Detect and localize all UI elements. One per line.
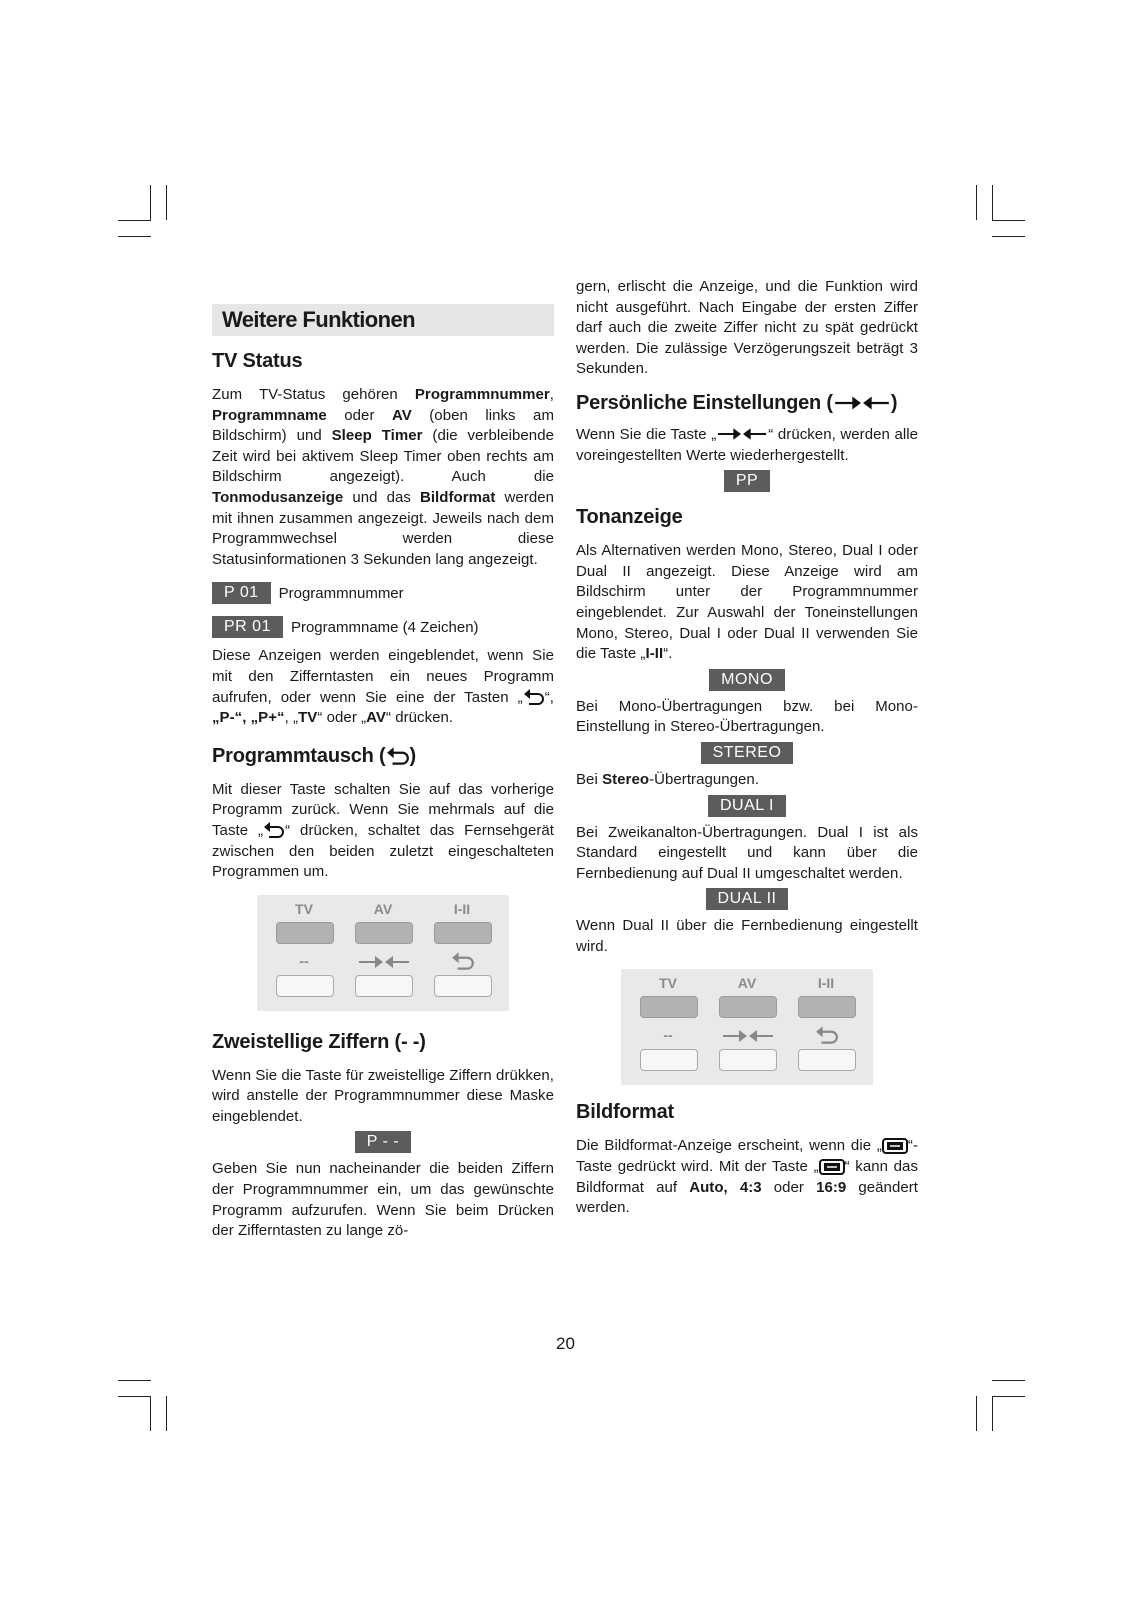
- osd-stereo: STEREO: [701, 742, 794, 764]
- crop-mark: [118, 236, 151, 237]
- programmtausch-paragraph: Mit dieser Taste schalten Sie auf das vorherige Programm zurück. Wenn Sie mehrmals auf die Taste „ “ drücken, schaltet das Fernsehgerät zwischen den beiden zuletzt eingeschalteten Programmen um.: [212, 780, 554, 881]
- osd-double-digit: P - -: [355, 1131, 411, 1153]
- remote-label-tv: TV: [295, 900, 313, 917]
- remote-button-double-digit: [640, 1049, 698, 1071]
- zweistellig-heading: Zweistellige Ziffern (- -): [212, 1030, 426, 1053]
- return-arrow-icon: [523, 688, 545, 706]
- zweistellig-paragraph-2: Geben Sie nun nacheinander die beiden Ziffern der Programmnummer ein, um das gewünschte Programm aufzurufen. Wenn Sie beim Drücken der Zifferntasten zu lange zö-: [212, 1160, 554, 1240]
- osd-badge: PR 01: [212, 616, 283, 638]
- arrows-inward-icon: [716, 425, 768, 443]
- remote-button-illustration: [621, 969, 873, 1085]
- return-arrow-icon: [263, 821, 285, 839]
- aspect-ratio-icon: [819, 1159, 845, 1175]
- osd-double-digit-wrap: [212, 1131, 554, 1153]
- crop-mark: [976, 185, 977, 220]
- programmtausch-heading: Programmtausch ( ): [212, 744, 416, 767]
- remote-button-av: [719, 996, 777, 1018]
- arrows-inward-icon: [357, 953, 411, 971]
- crop-mark: [118, 220, 151, 221]
- zweistellig-paragraph: Wenn Sie die Taste für zweistellige Ziffern drükken, wird anstelle der Programmnummer diese Maske eingeblendet.: [212, 1066, 554, 1125]
- remote-button-double-digit: [276, 975, 334, 997]
- crop-mark: [150, 185, 151, 220]
- remote-button-reset: [719, 1049, 777, 1071]
- remote-button-swap: [798, 1049, 856, 1071]
- osd-label: Programmname (4 Zeichen): [290, 618, 479, 636]
- remote-button-i-ii: [798, 996, 856, 1018]
- dual2-paragraph: Wenn Dual II über die Fernbedienung eingestellt wird.: [576, 917, 918, 955]
- remote-label-tv: TV: [659, 975, 677, 992]
- bildformat-paragraph: Die Bildformat-Anzeige erscheint, wenn die „ “-Taste gedrückt wird. Mit der Taste „ “ kann das Bildformat auf Auto, 4:3 oder 16:9 geändert werden.: [576, 1137, 919, 1217]
- crop-mark: [992, 220, 1025, 221]
- remote-label-dash: --: [663, 1027, 673, 1044]
- remote-label-i-ii: I-II: [453, 900, 471, 917]
- crop-mark: [166, 185, 167, 220]
- tv-status-heading: TV Status: [212, 350, 303, 372]
- remote-button-illustration: [257, 895, 509, 1011]
- left-column: [212, 304, 554, 1242]
- page-number: 20: [556, 1334, 575, 1353]
- crop-mark: [992, 236, 1025, 237]
- remote-button-swap: [434, 975, 492, 997]
- osd-dual1-wrap: [576, 795, 918, 817]
- remote-button-tv: [276, 922, 334, 944]
- crop-mark: [118, 1380, 151, 1381]
- tonanzeige-paragraph: Als Alternativen werden Mono, Stereo, Dual I oder Dual II angezeigt. Diese Anzeige wird am Bildschirm unter der Programmnummer eingeblendet. Zur Auswahl der Toneinstellungen Mono, Stereo, Dual I oder Dual II verwenden Sie die Taste „I-II“.: [576, 542, 918, 663]
- crop-mark: [992, 1380, 1025, 1381]
- remote-button-reset: [355, 975, 413, 997]
- return-arrow-icon: [815, 1025, 839, 1045]
- osd-program-number: [212, 582, 554, 604]
- stereo-paragraph: Bei Stereo-Übertragungen.: [576, 770, 760, 788]
- persoenlich-heading: Persönliche Einstellungen ( ): [576, 391, 898, 414]
- tv-status-paragraph-2: Diese Anzeigen werden eingeblendet, wenn Sie mit den Zifferntasten ein neues Programm aufrufen, oder wenn Sie eine der Tasten „ “, „P-“, „P+“, „TV“ oder „AV“ drücken.: [212, 647, 554, 727]
- remote-label-av: AV: [373, 900, 393, 917]
- mono-paragraph: Bei Mono-Übertragungen bzw. bei Mono-Einstellung in Stereo-Übertragungen.: [576, 697, 918, 736]
- continued-paragraph: gern, erlischt die Anzeige, und die Funktion wird nicht ausgeführt. Nach Eingabe der ersten Ziffer darf auch die zweite Ziffer nicht zu spät gedrückt werden. Die zulässige Verzögerungszeit beträgt 3 Sekunden.: [576, 278, 918, 378]
- crop-mark: [992, 1396, 993, 1431]
- right-column: [576, 277, 918, 1219]
- osd-pp: PP: [724, 470, 770, 492]
- crop-mark: [150, 1396, 151, 1431]
- crop-mark: [166, 1396, 167, 1431]
- arrows-inward-icon: [833, 393, 891, 413]
- osd-program-name: [212, 616, 554, 638]
- tv-status-paragraph: Zum TV-Status gehören Programmnummer, Programmname oder AV (oben links am Bildschirm) und Sleep Timer (die verbleibende Zeit wird bei aktivem Sleep Timer oben rechts am Bildschirm angezeigt). Auch die Tonmodusanzeige und das Bildformat werden mit ihnen zusammen angezeigt. Jeweils nach dem Programmwechsel werden diese Statusinformationen 3 Sekunden lang angezeigt.: [212, 386, 554, 568]
- crop-mark: [118, 1396, 151, 1397]
- osd-dual1: DUAL I: [708, 795, 786, 817]
- remote-button-av: [355, 922, 413, 944]
- remote-label-dash: --: [299, 952, 309, 969]
- osd-mono-wrap: [576, 669, 918, 691]
- crop-mark: [992, 185, 993, 220]
- crop-mark: [976, 1396, 977, 1431]
- remote-button-tv: [640, 996, 698, 1018]
- dual1-paragraph: Bei Zweikanalton-Übertragungen. Dual I ist als Standard eingestellt und kann über die Fernbedienung auf Dual II umgeschaltet werden.: [576, 823, 918, 882]
- return-arrow-icon: [386, 746, 410, 766]
- remote-button-i-ii: [434, 922, 492, 944]
- crop-mark: [992, 1396, 1025, 1397]
- aspect-ratio-icon: [882, 1138, 908, 1154]
- osd-dual2-wrap: [576, 888, 918, 910]
- osd-mono: MONO: [709, 669, 785, 691]
- return-arrow-icon: [451, 951, 475, 971]
- remote-label-av: AV: [737, 975, 757, 992]
- osd-label: Programmnummer: [278, 584, 404, 602]
- osd-stereo-wrap: [576, 742, 918, 764]
- bildformat-heading: Bildformat: [576, 1101, 675, 1124]
- osd-pp-wrap: [576, 470, 918, 492]
- tonanzeige-heading: Tonanzeige: [576, 506, 683, 529]
- section-title: Weitere Funktionen: [212, 304, 554, 336]
- persoenlich-paragraph: Wenn Sie die Taste „ “ drücken, werden alle voreingestellten Werte wiederhergestellt.: [576, 425, 918, 464]
- remote-label-i-ii: I-II: [817, 975, 835, 992]
- arrows-inward-icon: [721, 1027, 775, 1045]
- osd-dual2: DUAL II: [706, 888, 789, 910]
- osd-badge: P 01: [212, 582, 271, 604]
